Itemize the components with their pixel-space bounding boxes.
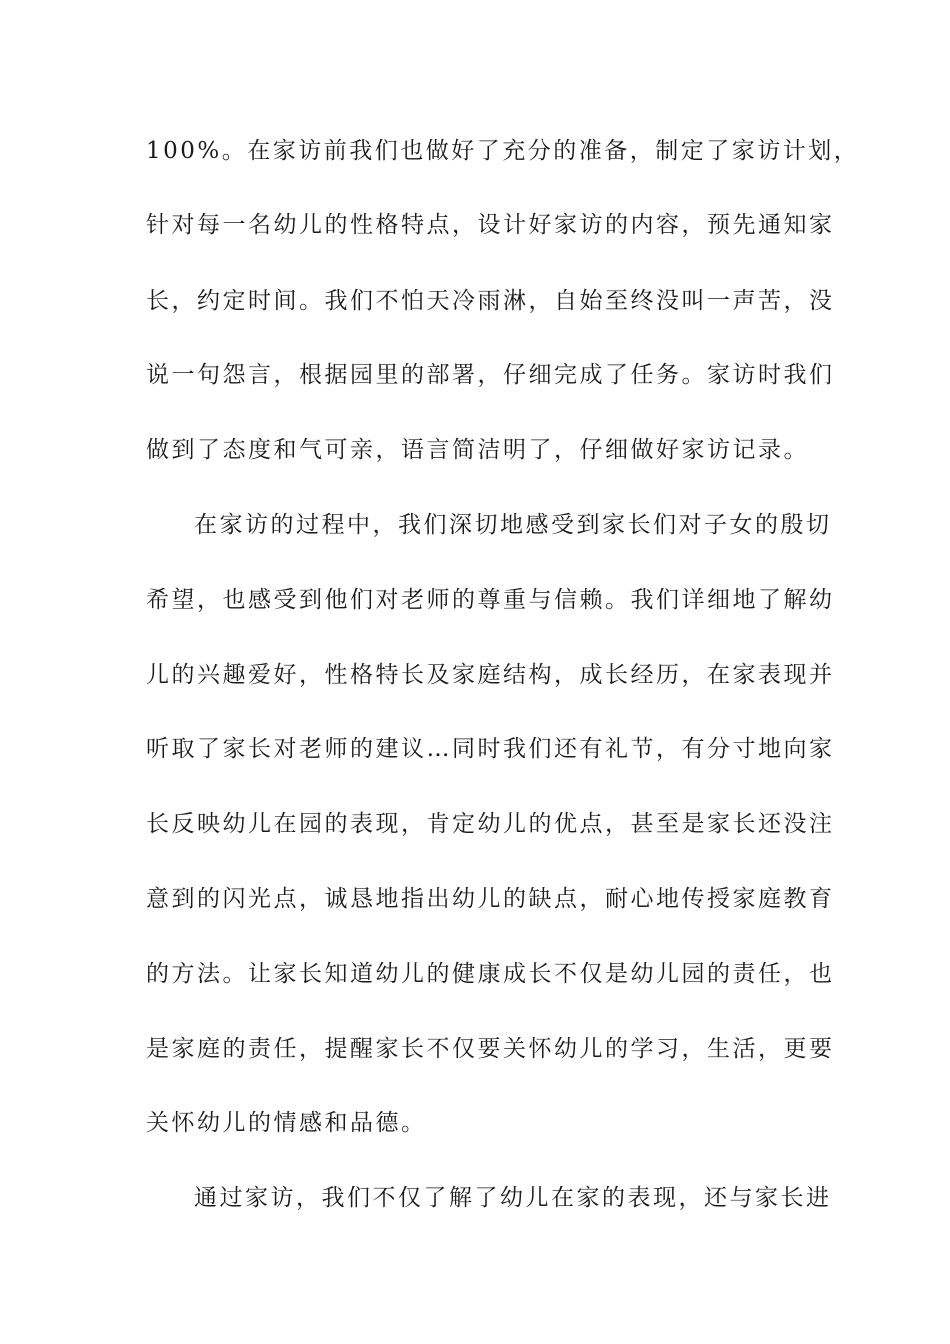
text-line-4: 说一句怨言，根据园里的部署，仔细完成了任务。家访时我们 xyxy=(146,362,835,388)
text-line-12: 的方法。让家长知道幼儿的健康成长不仅是幼儿园的责任，也 xyxy=(146,961,835,987)
text-line-2: 针对每一名幼儿的性格特点，设计好家访的内容，预先通知家 xyxy=(146,212,835,238)
paragraph-3-line-1: 通过家访，我们不仅了解了幼儿在家的表现，还与家长进 xyxy=(194,1185,832,1211)
text-line-8: 儿的兴趣爱好，性格特长及家庭结构，成长经历，在家表现并 xyxy=(146,662,835,688)
text-line-9: 听取了家长对老师的建议…同时我们还有礼节，有分寸地向家 xyxy=(146,736,835,762)
text-line-14: 关怀幼儿的情感和品德。 xyxy=(146,1110,427,1136)
text-line-10: 长反映幼儿在园的表现，肯定幼儿的优点，甚至是家长还没注 xyxy=(146,811,835,837)
text-line-13: 是家庭的责任，提醒家长不仅要关怀幼儿的学习，生活，更要 xyxy=(146,1036,835,1062)
paragraph-2-line-1: 在家访的过程中，我们深切地感受到家长们对子女的殷切 xyxy=(194,512,832,538)
text-line-3: 长，约定时间。我们不怕天冷雨淋，自始至终没叫一声苦，没 xyxy=(146,288,835,314)
text-line-7: 希望，也感受到他们对老师的尊重与信赖。我们详细地了解幼 xyxy=(146,587,835,613)
text-line-5: 做到了态度和气可亲，语言简洁明了，仔细做好家访记录。 xyxy=(146,437,809,463)
text-line-11: 意到的闪光点，诚恳地指出幼儿的缺点，耐心地传授家庭教育 xyxy=(146,886,835,912)
text-line-1: 100%。在家访前我们也做好了充分的准备，制定了家访计划， xyxy=(146,138,860,164)
